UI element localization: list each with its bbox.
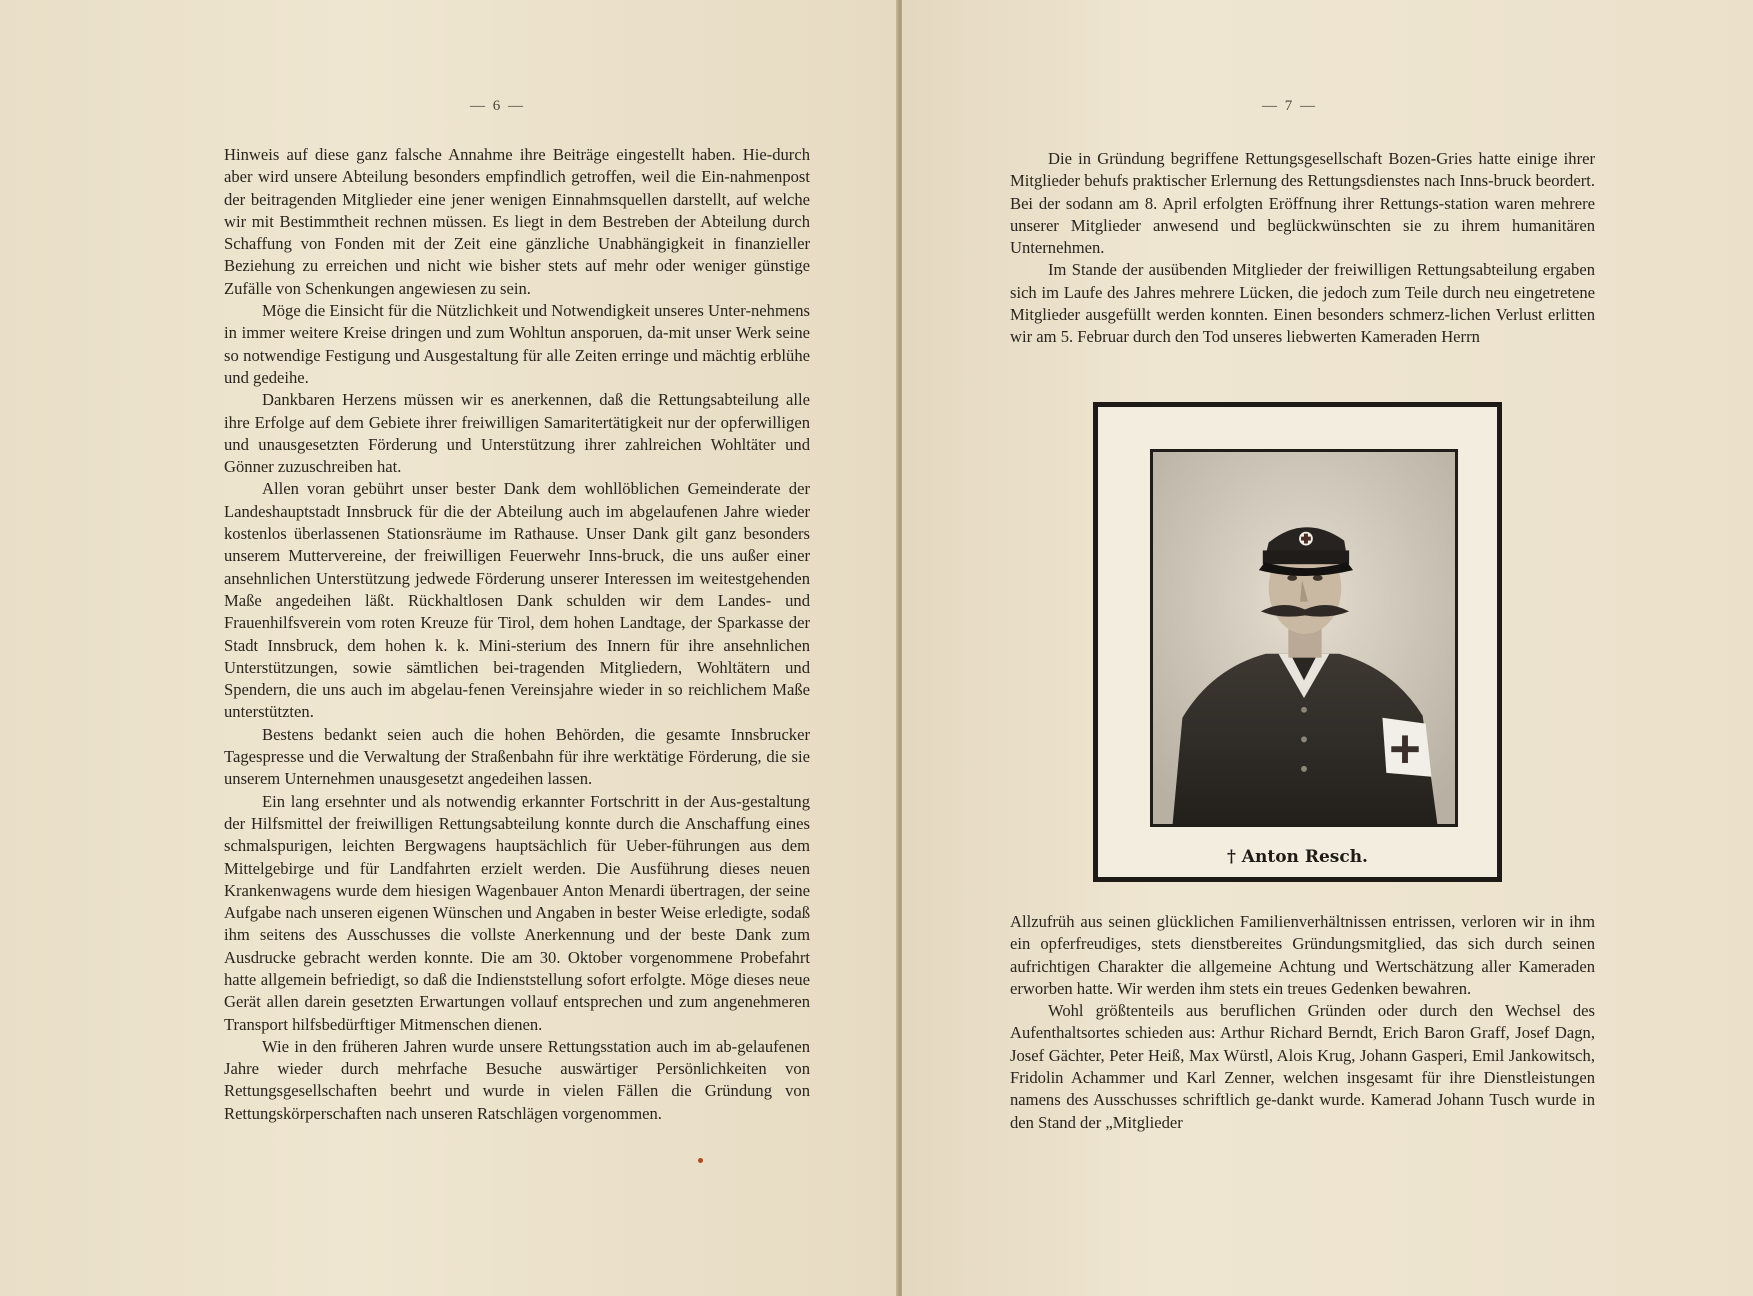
left-page-body [224,144,810,1125]
paragraph: Wie in den früheren Jahren wurde unsere Rettungsstation auch im ab-gelaufenen Jahre wieder durch mehrfache Besuche auswärtiger Persönlichkeiten von Rettungsgesellschaften beehrt und wurde in vielen Fällen die Gründung von Rettungskörperschaften nach unseren Ratschlägen vorgenommen. [224,1036,810,1123]
page-number-left: — 6 — [470,98,525,114]
ink-spot [698,1158,703,1163]
right-page-body-top [1010,148,1595,349]
paragraph: Die in Gründung begriffene Rettungsgesellschaft Bozen-Gries hatte einige ihrer Mitglieder behufs praktischer Erlernung des Rettungsdienstes nach Inns-bruck beordert. Bei der sodann am 8. April erfolgten Eröffnung ihrer Rettungs-station waren mehrere unserer Mitglieder anwesend und beglückwünschten sie zu ihrem humanitären Unternehmen. [1010,149,1595,258]
portrait-photo [1150,449,1458,827]
memorial-portrait-frame [1093,402,1502,882]
portrait-image-icon [1153,452,1455,824]
paragraph: Dankbaren Herzens müssen wir es anerkennen, daß die Rettungsabteilung alle ihre Erfolge auf dem Gebiete ihrer freiwilligen Samaritertätigkeit nur der opferwilligen und unausgesetzten Förderung und Unterstützung ihrer zahlreichen Wohltäter und Gönner zuzuschreiben hat. [224,390,810,477]
paragraph: Ein lang ersehnter und als notwendig erkannter Fortschritt in der Aus-gestaltung der Hilfsmittel der freiwilligen Rettungsabteilung konnte durch die Anschaffung eines schmalspurigen, leichten Bergwagens hauptsächlich für Ueber-führungen aus dem Mittelgebirge und für Landfahrten erzielt werden. Die Ausführung dieses neuen Krankenwagens wurde dem hiesigen Wagenbauer Anton Menardi übertragen, der seine Aufgabe nach unseren eigenen Wünschen und Angaben in bester Weise erledigte, sodaß ihm seitens des Ausschusses die vollste Anerkennung und der beste Dank zum Ausdrucke gebracht werden konnte. Die am 30. Oktober vorgenommene Probefahrt hatte allgemein befriedigt, so daß die Indienststellung sofort erfolgte. Möge dieses neue Gerät allen darein gesetzten Erwartungen vollauf entsprechen und zum angenehmeren Transport hilfsbedürftiger Mitmenschen dienen. [224,791,810,1034]
paragraph: Allen voran gebührt unser bester Dank dem wohllöblichen Gemeinderate der Landeshauptstadt Innsbruck für die der Abteilung auch im abgelaufenen Jahre wieder kostenlos überlassenen Stationsräume im Rathause. Unser Dank gilt ganz besonders unserem Muttervereine, der freiwilligen Feuerwehr Inns-bruck, die uns außer einer ansehnlichen Unterstützung jedwede Förderung unserer Interessen im weitestgehenden Maße angedeihen läßt. Rückhaltlosen Dank schulden wir dem Landes- und Frauenhilfsverein vom roten Kreuze für Tirol, dem hohen Landtage, der Sparkasse der Stadt Innsbruck, dem hohen k. k. Mini-sterium des Innern für ihre ansehnlichen Unterstützungen, sowie sämtlichen bei-tragenden Mitgliedern, Wohltätern und Spendern, die uns auch im abgelau-fenen Vereinsjahre wieder in so reichlichem Maße unterstützten. [224,479,810,722]
paragraph: Im Stande der ausübenden Mitglieder der freiwilligen Rettungsabteilung ergaben sich im Laufe des Jahres mehrere Lücken, die jedoch zum Teile durch neu eingetretene Mitglieder ausgefüllt werden konnten. Einen besonders schmerz-lichen Verlust erlitten wir am 5. Februar durch den Tod unseres liebwerten Kameraden Herrn [1010,260,1595,347]
right-page-body-bottom [1010,911,1595,1134]
paragraph: Wohl größtenteils aus beruflichen Gründen oder durch den Wechsel des Aufenthaltsortes schieden aus: Arthur Richard Berndt, Erich Baron Graff, Josef Dagn, Josef Gächter, Peter Heiß, Max Würstl, Alois Krug, Johann Gasperi, Emil Jankowitsch, Fridolin Achammer und Karl Zenner, welchen insgesamt für ihre Dienstleistungen namens des Ausschusses schriftlich ge-dankt wurde. Kamerad Johann Tusch wurde in den Stand der „Mitglieder [1010,1001,1595,1132]
page-number-right: — 7 — [1262,98,1317,114]
portrait-caption: † Anton Resch. [1227,847,1368,867]
paragraph: Möge die Einsicht für die Nützlichkeit und Notwendigkeit unseres Unter-nehmens in immer weitere Kreise dringen und zum Wohltun ansporuen, da-mit unser Werk seine so notwendige Festigung und Ausgestaltung für alle Zeiten erringe und mächtig erblühe und gedeihe. [224,301,810,387]
paragraph: Allzufrüh aus seinen glücklichen Familienverhältnissen entrissen, verloren wir in ihm ein opferfreudiges, stets dienstbereites Gründungsmitglied, das sich durch seinen aufrichtigen Charakter die allgemeine Achtung und Wertschätzung aller Kameraden erworben hatte. Wir werden ihm stets ein treues Gedenken bewahren. [1010,912,1595,998]
paragraph: Bestens bedankt seien auch die hohen Behörden, die gesamte Innsbrucker Tagespresse und die Verwaltung der Straßenbahn für ihre werktätige Förderung, die sie unserem Unternehmen unausgesetzt angedeihen lassen. [224,724,810,789]
paragraph: Hinweis auf diese ganz falsche Annahme ihre Beiträge eingestellt haben. Hie-durch aber wird unsere Abteilung besonders empfindlich getroffen, weil die Ein-nahmenpost der beitragenden Mitglieder eine jener wenigen Einnahmsquellen darstellt, auf welche wir mit Bestimmtheit rechnen müssen. Es liegt in dem Bestreben der Abteilung durch Schaffung von Fonden mit der Zeit eine gänzliche Unabhängigkeit in finanzieller Beziehung zu erreichen und nicht wie bisher stets auf mehr oder weniger günstige Zufälle von Schenkungen angewiesen zu sein. [224,145,810,298]
